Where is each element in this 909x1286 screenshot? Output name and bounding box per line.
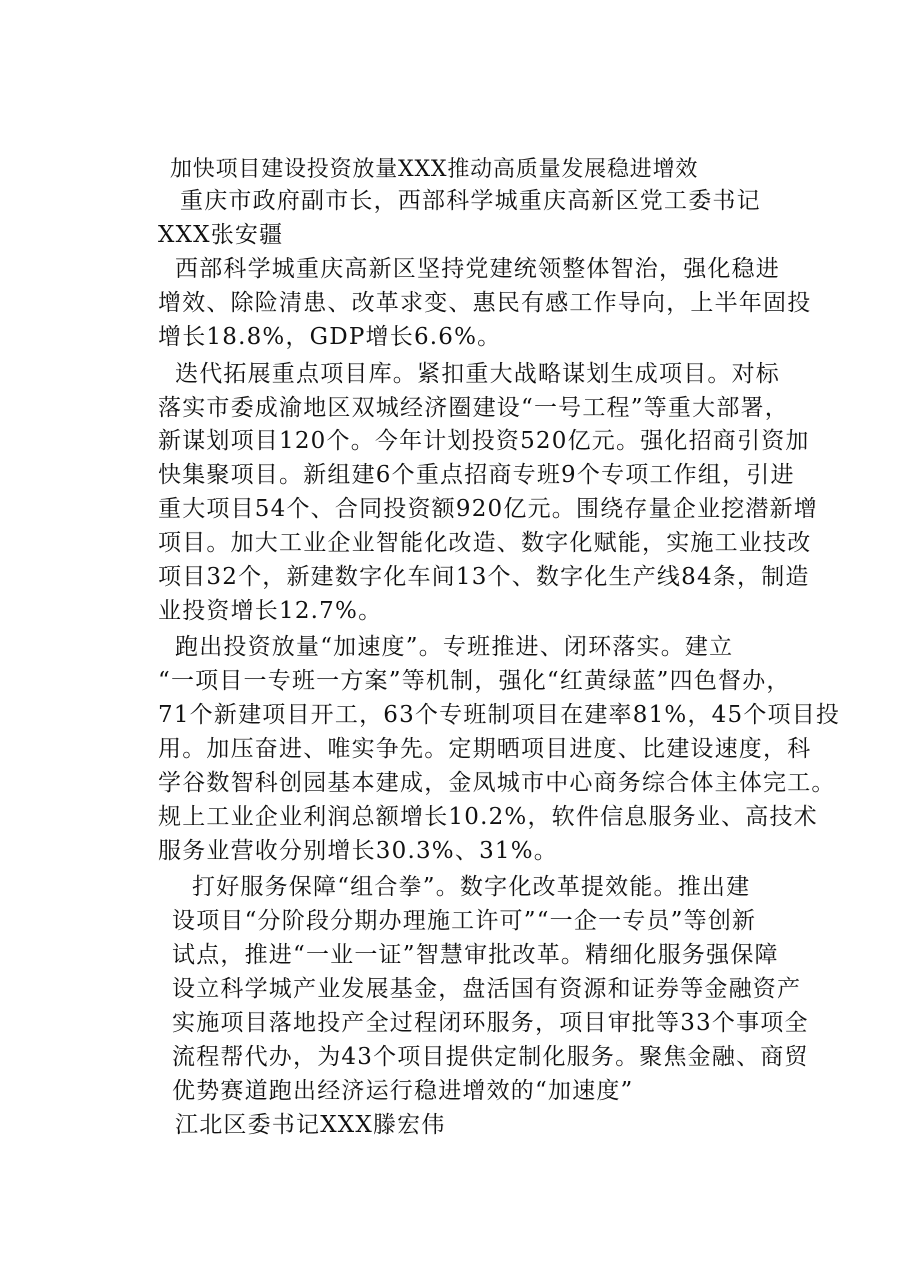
paragraph-line: 项目。加大工业企业智能化改造、数字化赋能，实施工业技改	[158, 530, 812, 556]
paragraph-line: 优势赛道跑出经济运行稳进增效的“加速度”	[172, 1078, 634, 1104]
paragraph-line: 快集聚项目。新组建6个重点招商专班9个专项工作组，引进	[158, 462, 795, 488]
paragraph-line: 增效、除险清患、改革求变、惠民有感工作导向，上半年固投	[158, 290, 812, 316]
paragraph-line: 项目32个，新建数字化车间13个、数字化生产线84条，制造	[158, 564, 810, 590]
paragraph-line: 学谷数智科创园基本建成，金凤城市中心商务综合体主体完工。	[158, 770, 836, 796]
paragraph-line: 71个新建项目开工，63个专班制项目在建率81%，45个项目投	[158, 702, 841, 728]
paragraph-line: 实施项目落地投产全过程闭环服务，项目审批等33个事项全	[172, 1010, 809, 1036]
paragraph-line: 试点，推进“一业一证”智慧审批改革。精细化服务强保障	[172, 942, 779, 968]
author-line: 江北区委书记XXX滕宏伟	[175, 1112, 446, 1138]
paragraph-line: 用。加压奋进、唯实争先。定期晒项目进度、比建设速度，科	[158, 736, 812, 762]
paragraph-line: 打好服务保障“组合拳”。数字化改革提效能。推出建	[192, 874, 751, 900]
paragraph-line: 设项目“分阶段分期办理施工许可”“一企一专员”等创新	[172, 908, 757, 934]
paragraph-line: 增长18.8%，GDP增长6.6%。	[158, 324, 502, 350]
paragraph-line: 业投资增长12.7%。	[158, 598, 383, 624]
author-line: 重庆市政府副市长，西部科学城重庆高新区党工委书记	[180, 188, 761, 214]
paragraph-line: 规上工业企业利润总额增长10.2%，软件信息服务业、高技术	[158, 804, 818, 830]
author-name: XXX张安疆	[158, 222, 284, 248]
paragraph-line: 落实市委成渝地区双城经济圈建设“一号工程”等重大部署，	[158, 395, 789, 421]
paragraph-line: 流程帮代办，为43个项目提供定制化服务。聚焦金融、商贸	[172, 1044, 809, 1070]
paragraph-line: 设立科学城产业发展基金，盘活国有资源和证券等金融资产	[172, 976, 802, 1002]
paragraph-line: 重大项目54个、合同投资额920亿元。围绕存量企业挖潜新增	[158, 496, 818, 522]
paragraph-line: “一项目一专班一方案”等机制，强化“红黄绿蓝”四色督办，	[158, 668, 791, 694]
document-title: 加快项目建设投资放量XXX推动高质量发展稳进增效	[170, 157, 699, 182]
paragraph-line: 服务业营收分别增长30.3%、31%。	[158, 838, 558, 864]
paragraph-line: 跑出投资放量“加速度”。专班推进、闭环落实。建立	[175, 634, 734, 660]
paragraph-line: 西部科学城重庆高新区坚持党建统领整体智治，强化稳进	[175, 256, 780, 282]
paragraph-line: 新谋划项目120个。今年计划投资520亿元。强化招商引资加	[158, 428, 810, 454]
paragraph-line: 迭代拓展重点项目库。紧扣重大战略谋划生成项目。对标	[175, 361, 780, 387]
